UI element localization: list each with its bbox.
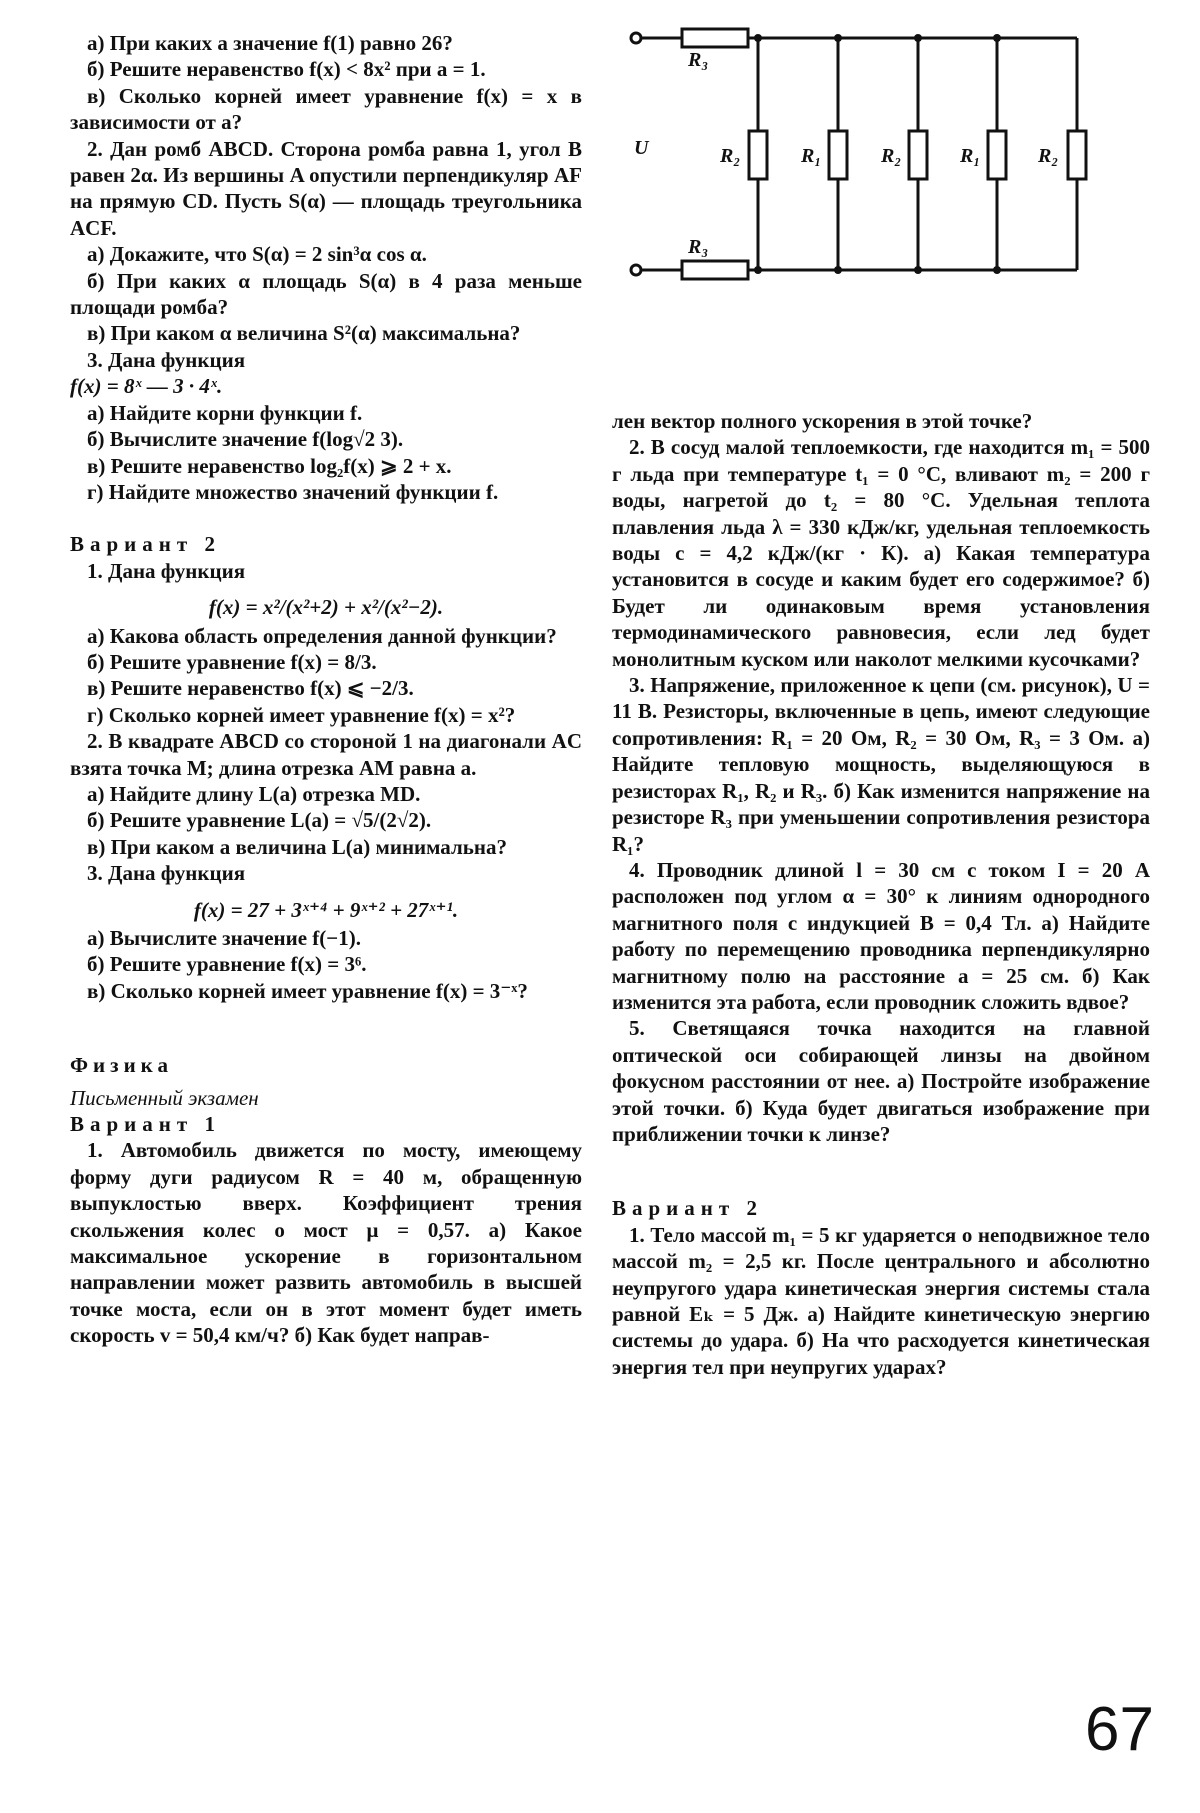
right-column <box>612 408 1150 1380</box>
question-item: в) Решите неравенство f(x) ⩽ −2/3. <box>87 676 414 701</box>
question: 1. Тело массой m₁ = 5 кг ударяется о неподвижное тело массой m₂ = 2,5 кг. После центрального и абсолютно неупругого удара кинетическая энергия системы стала равной Eₖ = 5 Дж. а) Найдите кинетическую энергию системы до удара. б) На что расходуется кинетическая энергия тел при неупругих ударах? <box>612 1222 1150 1379</box>
branch-5 <box>1068 38 1086 270</box>
text-line: б) Решите неравенство f(x) < 8x² при a = 1. <box>87 57 486 82</box>
question: 3. Напряжение, приложенное к цепи (см. рисунок), U = 11 В. Резисторы, включенные в цепь, имеют следующие сопротивления: R₁ = 20 Ом, R₂ = 30 Ом, R₃ = 3 Ом. а) Найдите тепловую мощность, выделяющуюся в резисторах R₁, R₂ и R₃. б) Как изменится напряжение на резисторе R₃ при уменьшении сопротивления резистора R₁? <box>612 673 1150 856</box>
label-r3-bottom: R₃ <box>688 236 709 258</box>
question-item: г) Сколько корней имеет уравнение f(x) = x²? <box>87 702 516 727</box>
question-item: б) Решите уравнение f(x) = 3⁶. <box>87 952 367 977</box>
exam-title: Письменный экзамен <box>70 1085 259 1110</box>
question: 1. Дана функция <box>87 558 246 583</box>
label-branch-2: R₁ <box>801 145 822 167</box>
label-branch-4: R₁ <box>960 145 981 167</box>
branch-4 <box>988 38 1006 270</box>
question: 1. Автомобиль движется по мосту, имеющему форму дуги радиусом R = 40 м, обращенную выпуклостью вверх. Коэффициент трения скольжения колес о мост μ = 0,57. а) Какое максимальное ускорение в горизонтальном направлении может развить автомобиль в высшей точке моста, если он в этот момент будет иметь скорость v = 50,4 км/ч? б) Как будет направ- <box>70 1138 582 1348</box>
label-r3-top: R₃ <box>688 49 709 71</box>
terminal-bottom <box>631 265 641 275</box>
text-line: 2. Дан ромб ABCD. Сторона ромба равна 1, угол B равен 2α. Из вершины A опустили перпендикуляр AF на прямую CD. Пусть S(α) — площадь треугольника ACF. <box>70 136 582 240</box>
text-line: в) При каком α величина S²(α) максимальна? <box>87 321 521 346</box>
label-branch-5: R₂ <box>1038 145 1059 167</box>
label-branch-1: R₂ <box>720 145 741 167</box>
label-u: U <box>634 137 649 159</box>
label-branch-3: R₂ <box>881 145 902 167</box>
page-number: 67 <box>1085 1695 1154 1764</box>
formula: f(x) = 27 + 3ˣ⁺⁴ + 9ˣ⁺² + 27ˣ⁺¹. <box>193 897 459 922</box>
question-continued: лен вектор полного ускорения в этой точке? <box>612 409 1033 433</box>
left-column <box>70 30 582 1349</box>
question-item: а) Найдите длину L(a) отрезка MD. <box>87 781 421 806</box>
text-line: а) При каких a значение f(1) равно 26? <box>87 31 453 55</box>
question: 2. В сосуд малой теплоемкости, где находится m₁ = 500 г льда при температуре t₁ = 0 °C, вливают m₂ = 200 г воды, нагретой до t₂ = 80 °C. Удельная теплота плавления льда λ = 330 кДж/кг, удельная теплоемкость воды c = 4,2 кДж/(кг · К). а) Какая температура установится в сосуде и каким будет его содержимое? б) Будет ли одинаковым время установления термодинамического равновесия, если лед будет монолитным куском или наколот мелкими кусочками? <box>612 435 1150 671</box>
variant-heading: Вариант 2 <box>70 532 221 557</box>
question: 5. Светящаяся точка находится на главной оптической оси собирающей линзы на двойном фокусном расстоянии от нее. а) Постройте изображение этой точки. б) Куда будет двигаться изображение при приближении точки к линзе? <box>612 1016 1150 1146</box>
resistor-r3-bottom <box>682 261 748 279</box>
terminal-top <box>631 33 641 43</box>
variant-heading: Вариант 2 <box>612 1196 763 1221</box>
text-line: в) Решите неравенство log₂f(x) ⩾ 2 + x. <box>87 453 452 478</box>
question: 3. Дана функция <box>87 861 246 886</box>
formula: f(x) = x²/(x²+2) + x²/(x²−2). <box>208 595 444 620</box>
text-line: f(x) = 8ˣ — 3 · 4ˣ. <box>70 374 223 399</box>
branch-1 <box>749 38 767 270</box>
branch-3 <box>909 38 927 270</box>
text-line: б) Вычислите значение f(log√2 3). <box>87 427 404 452</box>
question: 4. Проводник длиной l = 30 см с током I = 20 А расположен под углом α = 30° к линиям однородного магнитного поля с индукцией B = 0,4 Тл. а) Найдите работу по перемещению проводника перпендикулярно магнитному полю на расстояние a = 25 см. б) Как изменится эта работа, если проводник сложить вдвое? <box>612 857 1150 1014</box>
text-line: б) При каких α площадь S(α) в 4 раза меньше площади ромба? <box>70 268 582 320</box>
section-title: Физика <box>70 1053 173 1078</box>
question-item: б) Решите уравнение f(x) = 8/3. <box>87 649 377 674</box>
question-item: а) Вычислите значение f(−1). <box>87 926 362 950</box>
question-item: б) Решите уравнение L(a) = √5/(2√2). <box>87 808 432 833</box>
text-line: в) Сколько корней имеет уравнение f(x) = x в зависимости от a? <box>70 83 582 135</box>
text-line: г) Найдите множество значений функции f. <box>87 479 499 504</box>
question-item: в) Сколько корней имеет уравнение f(x) = 3⁻ˣ? <box>87 978 528 1003</box>
circuit-diagram <box>620 20 1160 320</box>
text-line: а) Найдите корни функции f. <box>87 400 363 425</box>
text-line: 3. Дана функция <box>87 347 246 372</box>
question-item: в) При каком a величина L(a) минимальна? <box>87 834 507 859</box>
resistor-r3-top <box>682 29 748 47</box>
variant-heading: Вариант 1 <box>70 1112 221 1137</box>
text-line: а) Докажите, что S(α) = 2 sin³α cos α. <box>87 242 427 267</box>
question-item: а) Какова область определения данной функции? <box>87 623 557 648</box>
branch-2 <box>829 38 847 270</box>
question: 2. В квадрате ABCD со стороной 1 на диагонали AC взята точка M; длина отрезка AM равна a. <box>70 729 582 780</box>
